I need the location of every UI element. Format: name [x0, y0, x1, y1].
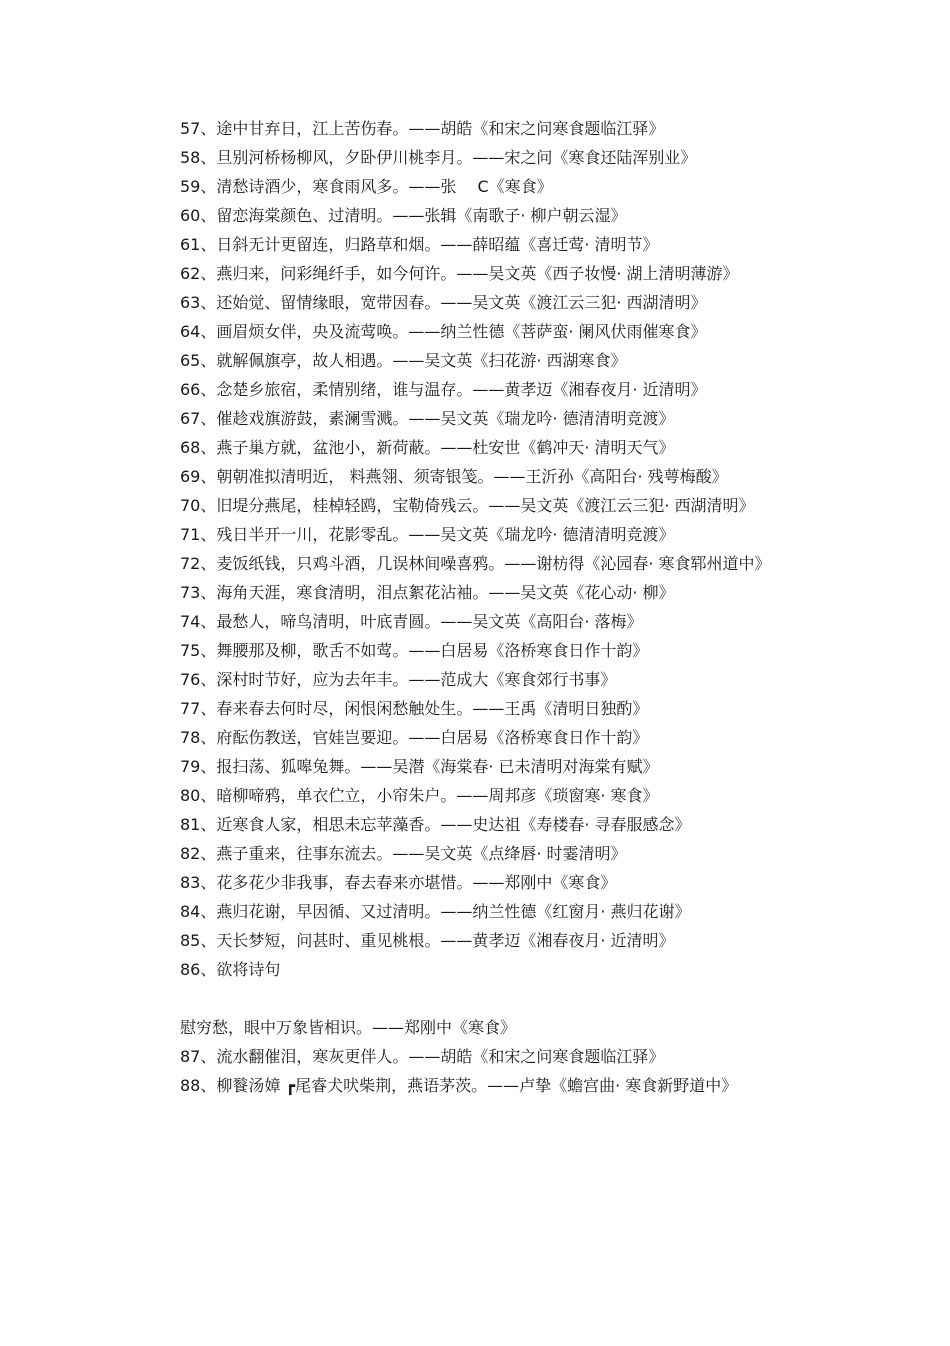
list-item: 65、就解佩旗亭，故人相遇。——吴文英《扫花游· 西湖寒食》	[180, 351, 627, 370]
list-item: 62、燕归来，问彩绳纤手，如今何许。——吴文英《西子妆慢· 湖上清明薄游》	[180, 264, 739, 283]
list-item: 73、海角天涯，寒食清明，泪点絮花沾袖。——吴文英《花心动· 柳》	[180, 583, 675, 602]
list-item: 87、流水翻催泪，寒灰更伴人。——胡皓《和宋之问寒食题临江驿》	[180, 1047, 665, 1066]
poem-list	[144, 114, 784, 1100]
list-item: 78、府酝伤教送，官娃岂要迎。——白居易《洛桥寒食日作十韵》	[180, 728, 649, 747]
list-item: 79、报扫荡、狐嗥兔舞。——吴潜《海棠春· 已未清明对海棠有赋》	[180, 757, 659, 776]
list-item: 70、旧堤分燕尾，桂棹轻鸥，宝勒倚残云。——吴文英《渡江云三犯· 西湖清明》	[180, 496, 755, 515]
list-item: 72、麦饭纸钱，只鸡斗酒，几误林间噪喜鸦。——谢枋得《沁园春· 寒食郓州道中》	[180, 554, 771, 573]
list-item: 84、燕归花谢，早因循、又过清明。——纳兰性德《红窗月· 燕归花谢》	[180, 902, 691, 921]
list-item: 74、最愁人，啼鸟清明，叶底青圆。——吴文英《高阳台· 落梅》	[180, 612, 643, 631]
list-item-continuation: 慰穷愁，眼中万象皆相识。——郑刚中《寒食》	[180, 1018, 517, 1037]
list-item: 88、柳餮汤嫜 ┏尾睿犬吠柴荆，燕语茅茨。——卢挚《蟾宫曲· 寒食新野道中》	[180, 1076, 738, 1095]
list-item: 60、留恋海棠颜色、过清明。——张辑《南歌子· 柳户朝云湿》	[180, 206, 627, 225]
list-item: 83、花多花少非我事，春去春来亦堪惜。——郑刚中《寒食》	[180, 873, 617, 892]
list-item: 58、旦别河桥杨柳风，夕卧伊川桃李月。——宋之问《寒食还陆浑别业》	[180, 148, 697, 167]
list-item: 82、燕子重来，往事东流去。——吴文英《点绛唇· 时霎清明》	[180, 844, 627, 863]
list-item: 81、近寒食人家，相思未忘苹藻香。——史达祖《寿楼春· 寻春服感念》	[180, 815, 691, 834]
list-item: 63、还始觉、留情缘眼，宽带因春。——吴文英《渡江云三犯· 西湖清明》	[180, 293, 707, 312]
paragraph-gap	[144, 984, 784, 1013]
list-item: 85、天长梦短，问甚时、重见桃根。——黄孝迈《湘春夜月· 近清明》	[180, 931, 675, 950]
list-item: 57、途中甘弃日，江上苦伤春。——胡皓《和宋之问寒食题临江驿》	[180, 119, 665, 138]
list-item: 66、念楚乡旅宿，柔情别绪，谁与温存。——黄孝迈《湘春夜月· 近清明》	[180, 380, 707, 399]
list-item: 71、残日半开一川，花影零乱。——吴文英《瑞龙吟· 德清清明竞渡》	[180, 525, 675, 544]
list-item: 59、清愁诗酒少，寒食雨风多。——张 C《寒食》	[180, 177, 553, 196]
list-item: 75、舞腰那及柳，歌舌不如莺。——白居易《洛桥寒食日作十韵》	[180, 641, 649, 660]
list-item: 61、日斜无计更留连，归路草和烟。——薛昭蕴《喜迁莺· 清明节》	[180, 235, 659, 254]
list-item: 64、画眉烦女伴，央及流莺唤。——纳兰性德《菩萨蛮· 阑风伏雨催寒食》	[180, 322, 707, 341]
list-item: 80、暗柳啼鸦，单衣伫立，小帘朱户。——周邦彦《琐窗寒· 寒食》	[180, 786, 659, 805]
list-item: 76、深村时节好，应为去年丰。——范成大《寒食郊行书事》	[180, 670, 617, 689]
list-item: 77、春来春去何时尽，闲恨闲愁触处生。——王禹《清明日独酌》	[180, 699, 649, 718]
list-item: 68、燕子巢方就，盆池小，新荷蔽。——杜安世《鹤冲天· 清明天气》	[180, 438, 675, 457]
list-item: 69、朝朝准拟清明近， 料燕翎、须寄银笺。——王沂孙《高阳台· 残萼梅酸》	[180, 467, 728, 486]
list-item: 67、催趁戏旗游鼓，素澜雪溅。——吴文英《瑞龙吟· 德清清明竞渡》	[180, 409, 675, 428]
list-item: 86、欲将诗句	[180, 960, 281, 979]
